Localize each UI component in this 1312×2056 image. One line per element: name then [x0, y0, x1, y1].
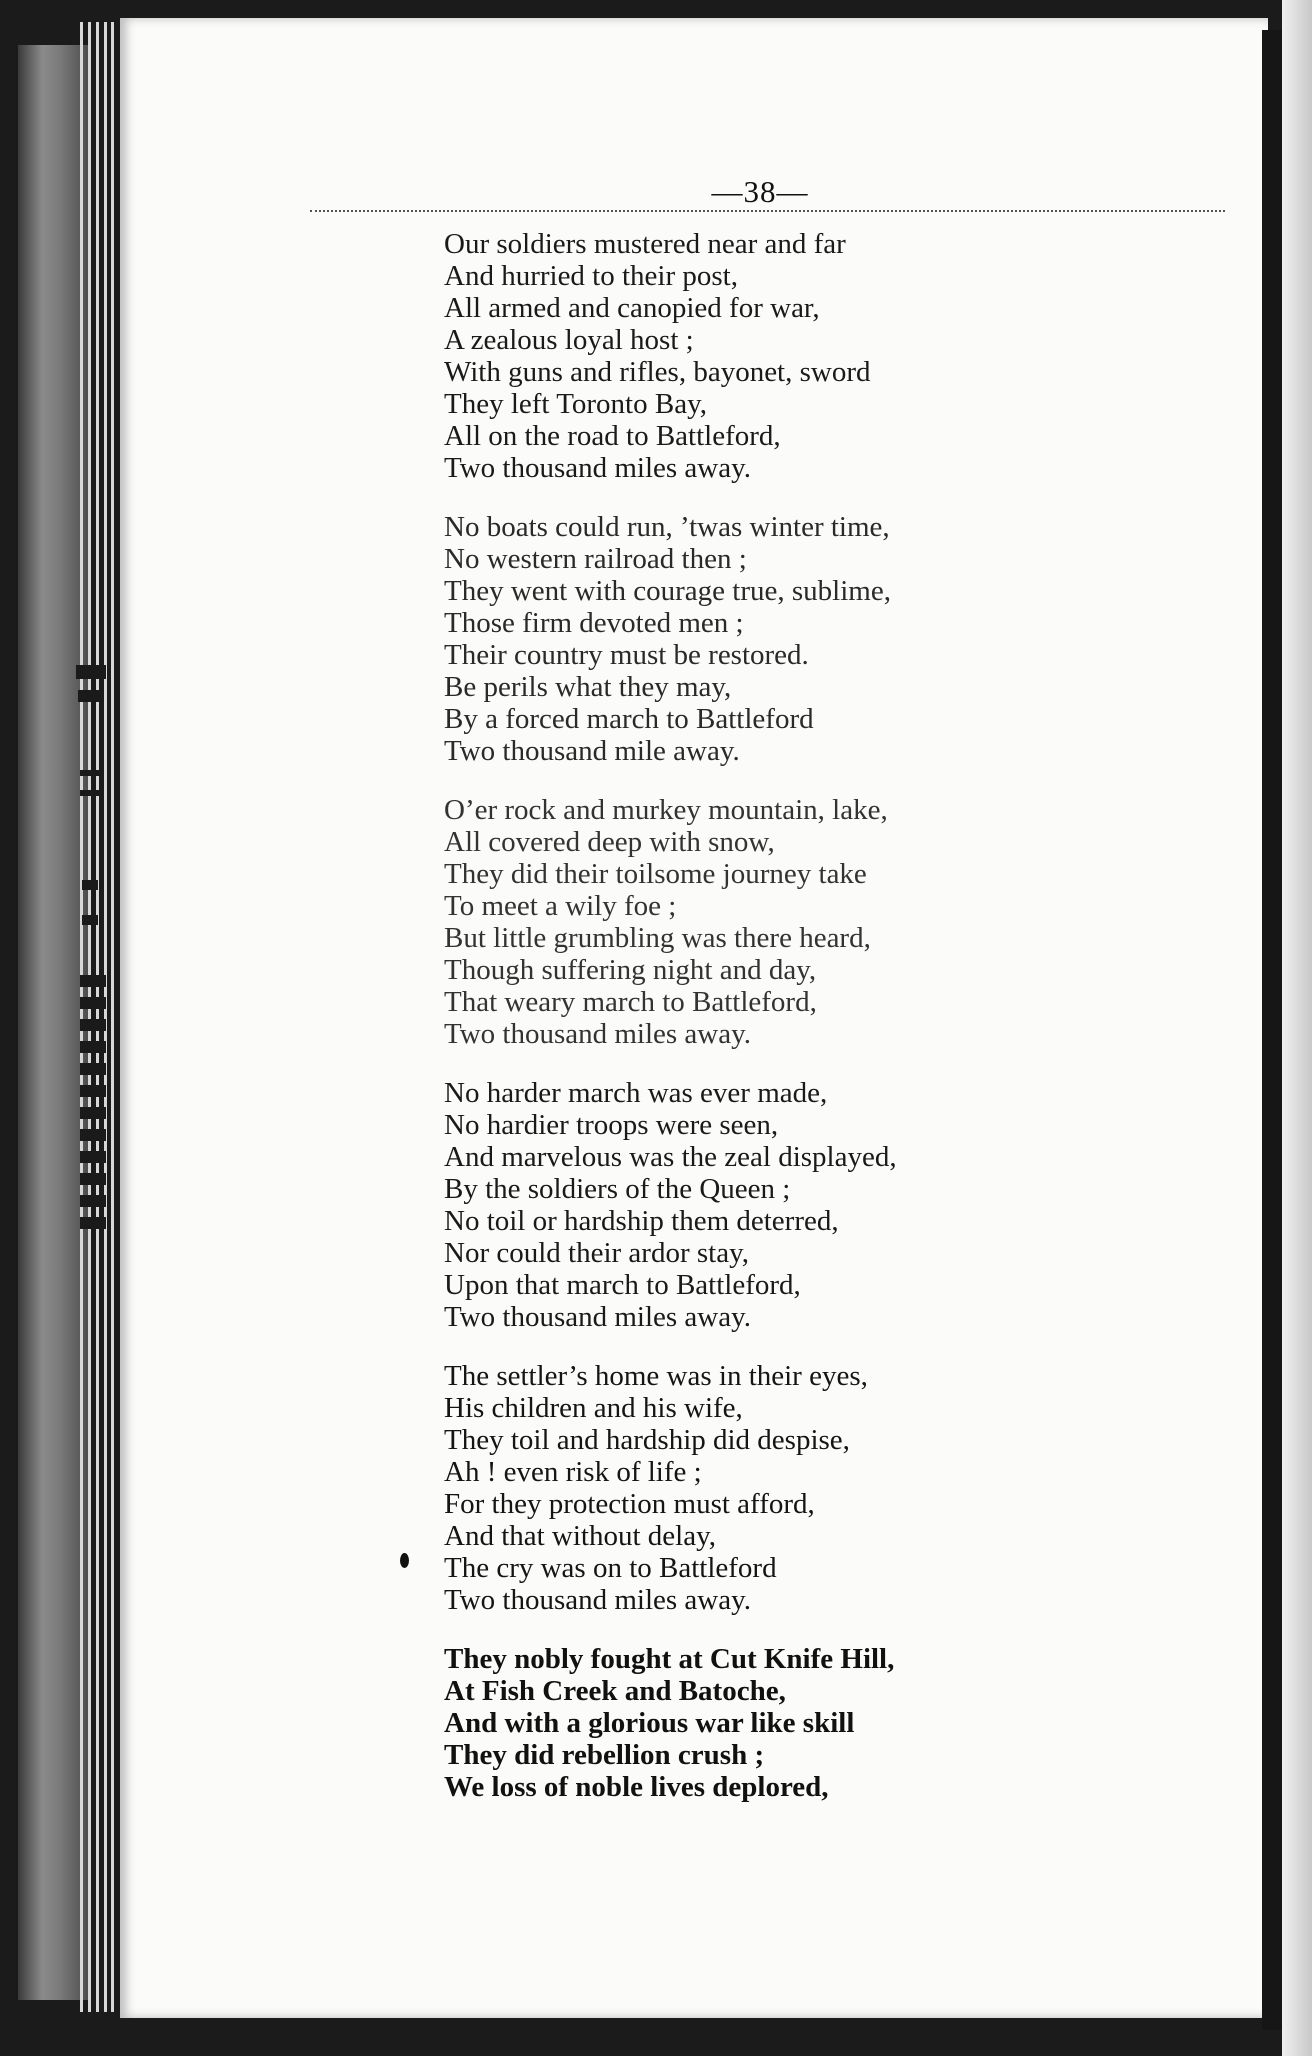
poem-line: His children and his wife,: [444, 1392, 743, 1424]
stanza: [444, 1077, 1224, 1333]
header-rule: [310, 210, 1225, 212]
bleed-mark: [80, 770, 100, 776]
poem-line: The cry was on to Battleford: [444, 1552, 777, 1584]
poem-line: All armed and canopied for war,: [444, 292, 820, 324]
poem-line: We loss of noble lives deplored,: [444, 1771, 829, 1803]
poem-line: No toil or hardship them deterred,: [444, 1205, 839, 1237]
poem-line: Our soldiers mustered near and far: [444, 228, 846, 260]
page-right-border: [1262, 30, 1282, 2030]
poem-line: Two thousand miles away.: [444, 452, 751, 484]
poem-line: Two thousand miles away.: [444, 1301, 751, 1333]
poem-line: With guns and rifles, bayonet, sword: [444, 356, 871, 388]
poem-line: By the soldiers of the Queen ;: [444, 1173, 791, 1205]
poem-line: And that without delay,: [444, 1520, 716, 1552]
bleed-mark: [82, 915, 98, 925]
poem-text: [444, 228, 1224, 1830]
page-edge: [111, 22, 114, 2012]
page-number: —38—: [711, 174, 809, 209]
book-spine-edge: [18, 45, 88, 2000]
scan-edge: [1282, 0, 1312, 2056]
bleed-mark: [80, 975, 106, 1235]
poem-line: O’er rock and murkey mountain, lake,: [444, 794, 888, 826]
poem-line: Those firm devoted men ;: [444, 607, 744, 639]
poem-line: To meet a wily foe ;: [444, 890, 677, 922]
poem-line: No harder march was ever made,: [444, 1077, 828, 1109]
poem-line: Though suffering night and day,: [444, 954, 817, 986]
poem-line: They did rebellion crush ;: [444, 1739, 765, 1771]
poem-line: They toil and hardship did despise,: [444, 1424, 850, 1456]
poem-line: Upon that march to Battleford,: [444, 1269, 801, 1301]
poem-line: Two thousand mile away.: [444, 735, 740, 767]
poem-line: And with a glorious war like skill: [444, 1707, 855, 1739]
poem-line: Be perils what they may,: [444, 671, 732, 703]
stanza: [444, 1360, 1224, 1616]
poem-line: All covered deep with snow,: [444, 826, 775, 858]
poem-line: They did their toilsome journey take: [444, 858, 867, 890]
poem-line: Nor could their ardor stay,: [444, 1237, 749, 1269]
poem-line: For they protection must afford,: [444, 1488, 815, 1520]
poem-line: By a forced march to Battleford: [444, 703, 814, 735]
poem-line: They nobly fought at Cut Knife Hill,: [444, 1643, 895, 1675]
stanza: [444, 794, 1224, 1050]
bleed-mark: [78, 690, 104, 702]
poem-line: All on the road to Battleford,: [444, 420, 781, 452]
poem-line: They went with courage true, sublime,: [444, 575, 891, 607]
poem-line: No western railroad then ;: [444, 543, 747, 575]
bleed-mark: [76, 665, 106, 679]
stanza: [444, 1643, 1224, 1803]
stanza: [444, 511, 1224, 767]
poem-line: But little grumbling was there heard,: [444, 922, 871, 954]
poem-line: Their country must be restored.: [444, 639, 809, 671]
ink-mark: [400, 1553, 409, 1568]
poem-line: The settler’s home was in their eyes,: [444, 1360, 868, 1392]
bleed-mark: [82, 880, 98, 890]
poem-line: Two thousand miles away.: [444, 1584, 751, 1616]
poem-line: That weary march to Battleford,: [444, 986, 817, 1018]
poem-line: And marvelous was the zeal displayed,: [444, 1141, 897, 1173]
bleed-mark: [80, 790, 100, 796]
stanza: [444, 228, 1224, 484]
poem-line: A zealous loyal host ;: [444, 324, 694, 356]
poem-line: Two thousand miles away.: [444, 1018, 751, 1050]
poem-line: And hurried to their post,: [444, 260, 738, 292]
poem-line: No boats could run, ’twas winter time,: [444, 511, 890, 543]
poem-line: They left Toronto Bay,: [444, 388, 707, 420]
poem-line: No hardier troops were seen,: [444, 1109, 779, 1141]
poem-line: Ah ! even risk of life ;: [444, 1456, 702, 1488]
poem-line: At Fish Creek and Batoche,: [444, 1675, 786, 1707]
